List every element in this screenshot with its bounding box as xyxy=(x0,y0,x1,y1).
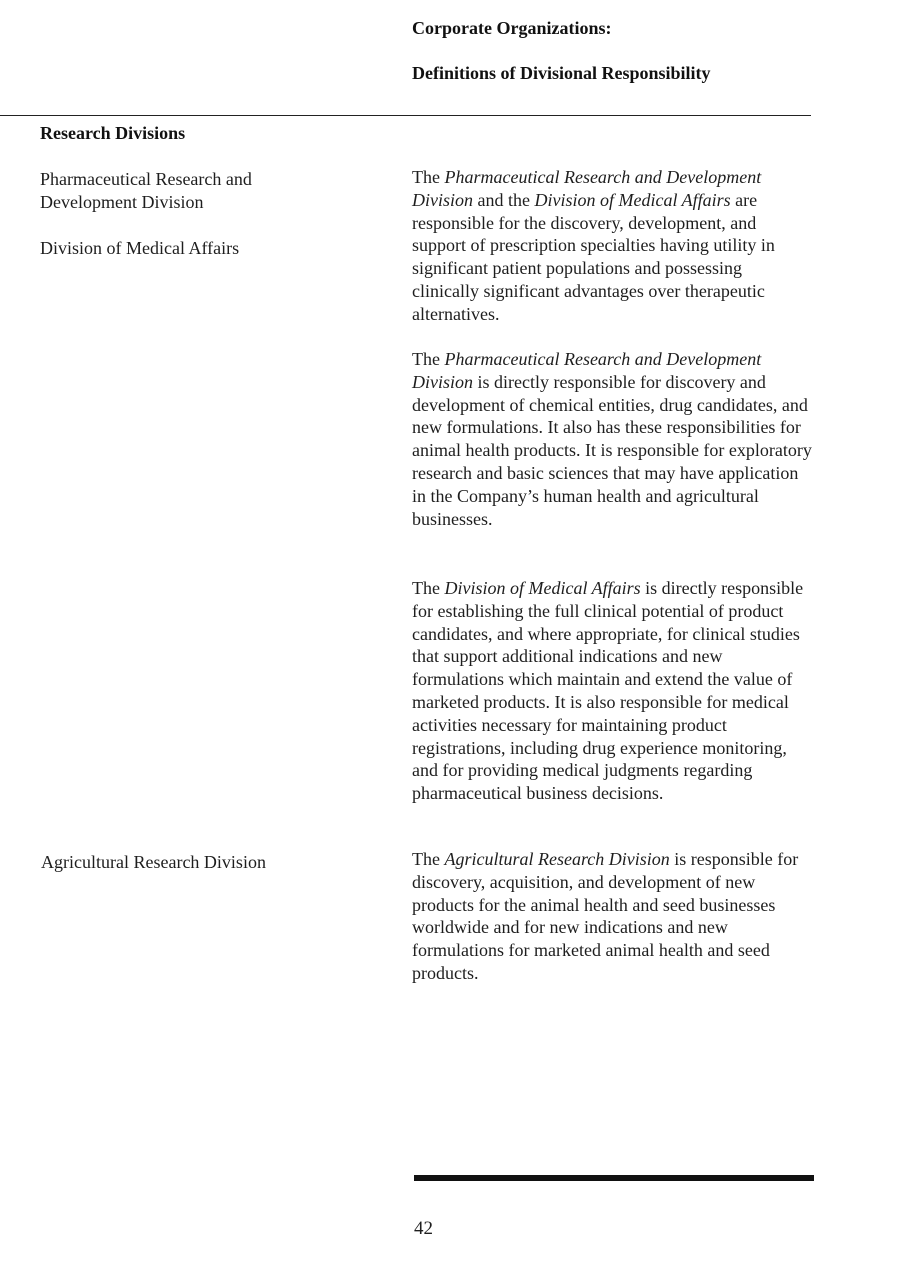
page-title: Corporate Organizations: xyxy=(412,18,612,38)
label-medical-affairs-division: Division of Medical Affairs xyxy=(40,238,240,258)
label-agricultural-division: Agricultural Research Division xyxy=(41,852,266,872)
paragraph-pharmaceutical-division: The Pharmaceutical Research and Development Division is directly responsible for discovery and development of chemical entities, drug candidates, and new formulations. It also has these responsibilities for animal health products. It is responsible for exploratory research and basic sciences that may have application in the Company’s human health and agricultural businesses. xyxy=(412,349,812,529)
top-divider xyxy=(0,115,811,116)
section-title: Research Divisions xyxy=(40,123,186,143)
page-number: 42 xyxy=(414,1218,433,1239)
paragraph-agricultural-division: The Agricultural Research Division is responsible for discovery, acquisition, and development of new products for the animal health and seed businesses worldwide and for new indications and new formulations for marketed animal health and seed products. xyxy=(412,849,799,983)
label-pharmaceutical-division: Pharmaceutical Research and Development Division xyxy=(40,169,252,212)
page-subtitle: Definitions of Divisional Responsibility xyxy=(412,63,711,83)
bottom-divider xyxy=(414,1175,814,1181)
paragraph-joint-responsibility: The Pharmaceutical Research and Development Division and the Division of Medical Affairs are responsible for the discovery, development, and support of prescription specialties having utility in significant patient populations and possessing clinically significant advantages over therapeutic alternatives. xyxy=(412,167,775,324)
paragraph-medical-affairs: The Division of Medical Affairs is directly responsible for establishing the full clinical potential of product candidates, and where appropriate, for clinical studies that support additional indications and new formulations which maintain and extend the value of marketed products. It is also responsible for medical activities necessary for maintaining product registrations, including drug experience monitoring, and for providing medical judgments regarding pharmaceutical business decisions. xyxy=(412,578,804,804)
